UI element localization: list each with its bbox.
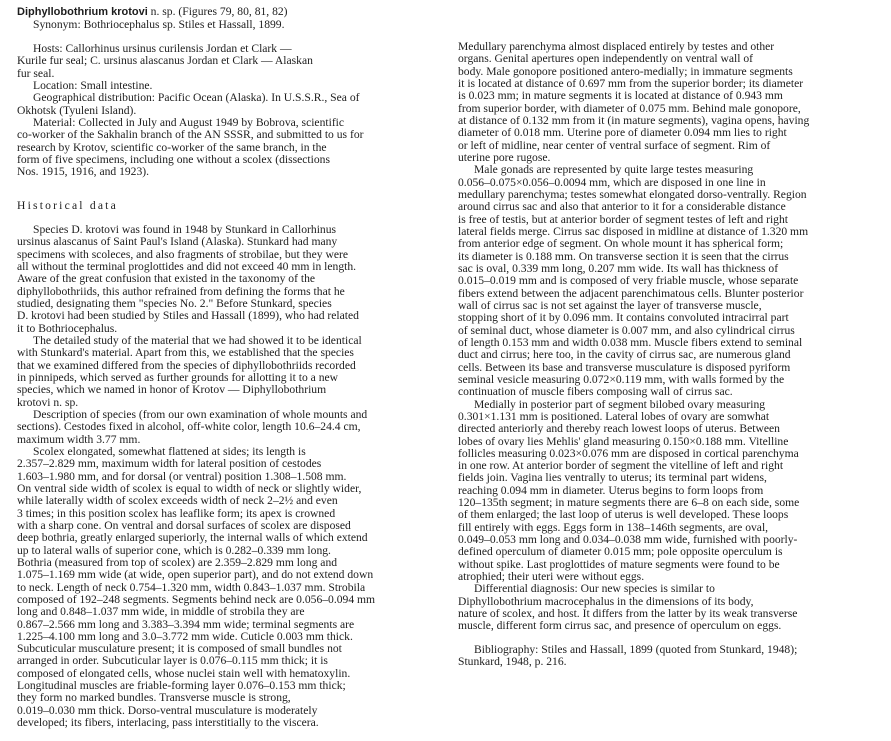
text-line: Description of species (from our own examination of whole mounts and [33, 407, 368, 421]
text-line: from anterior edge of segment. On whole mount it has spherical form; [458, 237, 784, 251]
text-line: lateral fields merge. Cirrus sac disposed in midline at distance of 1.320 mm [458, 224, 809, 238]
text-line: follicles measuring 0.023×0.076 mm are disposed in cortical parenchyma [458, 446, 799, 460]
text-line: ursinus alascanus of Saint Paul's Island (Alaska). Stunkard had many [17, 235, 338, 249]
text-line: Differential diagnosis: Our new species is similar to [474, 582, 715, 596]
paragraph [458, 164, 809, 398]
text-line: Medially in posterior part of segment bilobed ovary measuring [474, 397, 766, 411]
text-line: diameter of 0.018 mm. Uterine pore of diameter 0.094 mm lies to right [458, 126, 787, 140]
species-header [17, 6, 288, 31]
text-line: Diphyllobothrium macrocephalus in the dimensions of its body, [458, 594, 754, 608]
text-line: Longitudinal muscles are friable-forming layer 0.076–0.153 mm thick; [17, 679, 346, 693]
text-line: it is located at distance of 0.697 mm from the superior border; its diameter [458, 76, 804, 90]
text-line: they form no marked bundles. Transverse muscle is strong, [17, 691, 291, 705]
text-line: studied, designating them "species No. 2." Before Stunkard, species [17, 296, 332, 310]
text-line: medullary parenchyma; testes somewhat elongated dorso-ventrally. Region [458, 187, 807, 201]
paragraph [17, 335, 375, 409]
text-line: to neck. Length of neck 0.754–1.320 mm, width 0.843–1.037 mm. Strobila [17, 580, 366, 594]
species-title [17, 6, 288, 19]
text-line: 1.225–4.100 mm long and 3.0–3.772 mm wide. Cuticle 0.003 mm thick. [17, 629, 353, 643]
text-line: duct and cirrus; here too, in the cavity of cirrus sac, are numerous gland [458, 348, 791, 362]
paragraph [17, 43, 363, 80]
text-line: Location: Small intestine. [33, 78, 153, 92]
text-line: arranged in order. Subcuticular layer is 0.076–0.115 mm thick; it is [17, 654, 328, 668]
text-line: cells. Between its base and transverse musculature is disposed pyriform [458, 360, 791, 374]
text-line: 0.867–2.566 mm long and 3.383–3.394 mm wide; terminal segments are [17, 617, 355, 631]
text-line: up to lateral walls of superior cone, which is 0.282–0.339 mm long. [17, 543, 331, 557]
text-line: D. krotovi had been studied by Stiles and Hassall (1899), who had related [17, 309, 359, 323]
text-line: 120–135th segment; in mature segments there are 6–8 on each side, some [458, 496, 800, 510]
text-line: with Stunkard's material. Apart from this, we established that the species [17, 346, 354, 360]
text-line: defined operculum of diameter 0.015 mm; pole opposite operculum is [458, 545, 783, 559]
text-line: stopping short of it by 0.096 mm. It contains convoluted intracirral part [458, 311, 789, 325]
text-line: nature of scolex, and host. It differs from the latter by its weak transverse [458, 607, 798, 621]
text-line: species, which we named in honor of Krotov — Diphyllobothrium [17, 383, 327, 397]
paragraph [458, 583, 809, 632]
text-line: diphyllobothriids, this author refrained from defining the forms that he [17, 284, 345, 298]
text-line: continuation of muscle fibers composing wall of cirrus sac. [458, 385, 733, 399]
text-line: 0.015–0.019 mm and is composed of very friable muscle, whose separate [458, 274, 799, 288]
text-line: 0.019–0.030 mm thick. Dorso-ventral musculature is moderately [17, 703, 318, 717]
text-line: while laterally width of scolex exceeds width of neck 2–2½ and even [17, 494, 338, 508]
text-line: of seminal duct, whose diameter is 0.007 mm, and also cylindrical cirrus [458, 323, 795, 337]
intro-section [17, 43, 363, 179]
text-line: 1.075–1.169 mm wide (at wide, open superior part), and do not extend down [17, 568, 374, 582]
text-line: with a sharp cone. On ventral and dorsal surfaces of scolex are disposed [17, 518, 351, 532]
text-line: Bothria (measured from top of scolex) are 2.359–2.829 mm long and [17, 555, 338, 569]
text-line: without spike. Last proglottides of mature segments were found to be [458, 557, 780, 571]
text-line: wall of cirrus sac is not set against the layer of transverse muscle, [458, 298, 762, 312]
species-title-rest: n. sp. (Figures 79, 80, 81, 82) [147, 5, 288, 18]
text-line: The detailed study of the material that we had showed it to be identical [33, 333, 362, 347]
text-line: Subcuticular musculature present; it is composed of small bundles not [17, 642, 342, 656]
text-line: Stunkard, 1948, p. 216. [458, 655, 567, 669]
text-line: around cirrus sac and also that anterior to it for a considerable distance [458, 200, 786, 214]
text-line: from superior border, with diameter of 0.075 mm. Behind male gonopore, [458, 101, 801, 115]
paragraph [17, 446, 375, 730]
text-line: Medullary parenchyma almost displaced entirely by testes and other [458, 40, 775, 53]
text-line: lobes of ovary lies Mehlis' gland measuring 0.150×0.188 mm. Vitelline [458, 434, 789, 448]
text-line: composed of elongated cells, whose nuclei stain well with hematoxylin. [17, 666, 351, 680]
section-heading-historical-data: Historical data [17, 199, 118, 212]
text-line: seminal vesicle measuring 0.072×0.119 mm, with walls formed by the [458, 372, 785, 386]
text-line: On ventral side width of scolex is equal to width of neck or slightly wider, [17, 481, 362, 495]
text-line: 0.049–0.053 mm long and 0.034–0.038 mm wide, furnished with poorly- [458, 533, 798, 547]
text-line: Male gonads are represented by quite large testes measuring [474, 163, 754, 177]
text-line: fur seal. [17, 66, 55, 80]
text-line: body. Male gonopore positioned antero-medially; in immature segments [458, 64, 793, 78]
text-line: or left of midline, near center of ventral surface of segment. Rim of [458, 138, 771, 152]
text-line: long and 0.848–1.037 mm wide, in middle of strobila they are [17, 605, 305, 619]
text-line: in one row. At anterior border of segment the vitelline of left and right [458, 459, 784, 473]
left-column-body [17, 224, 375, 729]
text-line: developed; its fibers, interlacing, pass interstitially to the viscera. [17, 716, 319, 730]
text-line: sac is oval, 0.339 mm long, 0.207 mm wide. Its wall has thickness of [458, 261, 779, 275]
paragraph [17, 92, 363, 117]
text-line: maximum width 3.77 mm. [17, 432, 141, 446]
text-line: form of five specimens, including one without a scolex (dissections [17, 152, 330, 166]
paragraph [17, 117, 363, 179]
text-line: 3 times; in this position scolex has leaflike form; its apex is crowned [17, 506, 336, 520]
text-line: that we examined differed from the species of diphyllobothriids recorded [17, 358, 356, 372]
text-line: 0.301×1.131 mm is positioned. Lateral lobes of ovary are somwhat [458, 409, 770, 423]
text-line: muscle, different form cirrus sac, and presence of operculum on eggs. [458, 619, 782, 633]
text-line: fields join. Vagina lies ventrally to uterus; its terminal part widens, [458, 471, 767, 485]
text-line: of them enlarged; the last loop of uterus is well developed. These loops [458, 508, 789, 522]
text-line: its diameter is 0.188 mm. On transverse section it is seen that the cirrus [458, 249, 789, 263]
text-line: at distance of 0.132 mm from it (in mature segments), vagina opens, having [458, 113, 810, 127]
text-line: Species D. krotovi was found in 1948 by Stunkard in Callorhinus [33, 223, 337, 236]
text-line: Nos. 1915, 1916, and 1923). [17, 165, 150, 179]
synonym: Synonym: Bothriocephalus sp. Stiles et Hassall, 1899. [33, 17, 285, 31]
paragraph [17, 409, 375, 446]
text-line: fill entirely with eggs. Eggs form in 138–146th segments, are oval, [458, 520, 769, 534]
text-line: directed anteriorly and thereby reach lowest loops of uterus. Between [458, 422, 780, 436]
text-line: 2.357–2.829 mm, maximum width for lateral position of cestodes [17, 457, 322, 471]
text-line: Bibliography: Stiles and Hassall, 1899 (quoted from Stunkard, 1948); [474, 643, 798, 656]
paragraph [458, 399, 809, 584]
text-line: is free of testis, but at anterior border of segment testes of left and right [458, 212, 788, 226]
text-line: sections). Cestodes fixed in alcohol, off-white color, length 10.6–24.4 cm, [17, 420, 361, 434]
bibliography [458, 644, 797, 669]
text-line: composed of 192–248 segments. Segments behind neck are 0.056–0.094 mm [17, 592, 376, 606]
text-line: all without the terminal proglottides and did not exceed 40 mm in length. [17, 259, 357, 273]
text-line: in pinnipeds, which served as further grounds for allotting it to a new [17, 370, 339, 384]
text-line: Okhotsk (Tyuleni Island). [17, 103, 137, 117]
text-line: research by Krotov, scientific co-worker of the same branch, in the [17, 140, 327, 154]
text-line: Kurile fur seal; C. ursinus alascanus Jordan et Clark — Alaskan [17, 54, 313, 68]
text-line: Scolex elongated, somewhat flattened at sides; its length is [33, 444, 306, 458]
text-line: co-worker of the Sakhalin branch of the AN SSSR, and submitted to us for [17, 128, 364, 142]
right-column-body [458, 41, 809, 633]
text-line: 0.056–0.075×0.056–0.0094 mm, which are disposed in one line in [458, 175, 766, 189]
text-line: Material: Collected in July and August 1949 by Bobrova, scientific [33, 115, 345, 129]
text-line: it to Bothriocephalus. [17, 321, 118, 335]
text-line: Hosts: Callorhinus ursinus curilensis Jordan et Clark — [33, 42, 292, 55]
text-line: Geographical distribution: Pacific Ocean (Alaska). In U.S.S.R., Sea of [33, 91, 360, 105]
text-line: specimens with scoleces, and also fragments of strobilae, but they were [17, 247, 348, 261]
text-line: is 0.023 mm; in mature segments it is located at distance of 0.943 mm [458, 89, 783, 103]
text-line: deep bothria, greatly enlarged superiorly, the internal walls of which extend [17, 531, 368, 545]
text-line: krotovi n. sp. [17, 395, 79, 409]
text-line: reaching 0.094 mm in diameter. Uterus begins to form loops from [458, 483, 764, 497]
text-line: fibers extend between the adjacent parenchimatous cells. Blunter posterior [458, 286, 804, 300]
text-line: Aware of the great confusion that existed in the taxonomy of the [17, 272, 316, 286]
paragraph [17, 224, 375, 335]
species-name: Diphyllobothrium krotovi [17, 6, 148, 18]
text-line: atrophied; their uteri were without eggs. [458, 570, 645, 584]
text-line: uterine pore rugose. [458, 150, 551, 164]
paragraph [458, 41, 809, 164]
text-line: 1.603–1.980 mm, and for dorsal (or ventral) position 1.308–1.508 mm. [17, 469, 347, 483]
text-line: organs. Genital apertures open independently on ventral wall of [458, 52, 754, 66]
paragraph [458, 644, 797, 669]
text-line: of length 0.153 mm and width 0.038 mm. Muscle fibers extend to seminal [458, 335, 803, 349]
